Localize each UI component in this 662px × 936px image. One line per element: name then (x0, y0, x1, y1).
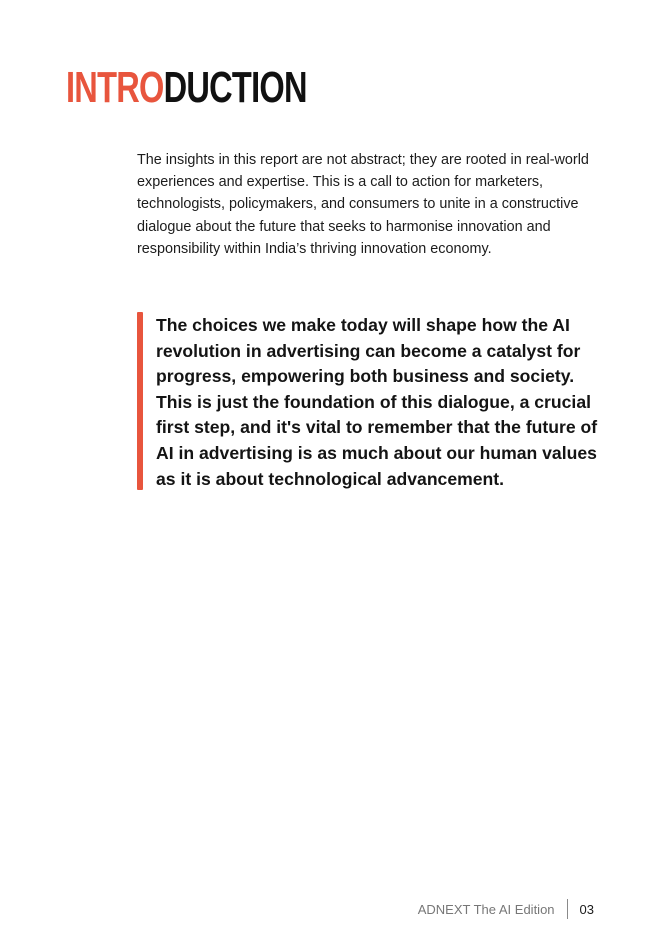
footer-divider (567, 899, 568, 919)
footer-page-number: 03 (579, 901, 594, 917)
intro-paragraph: The insights in this report are not abstract; they are rooted in real-world experiences and expertise. This is a call to action for marketers, technologists, policymakers, and consumers to unite in a constructive dialogue about the future that seeks to harmonise innovation and responsibility within India’s thriving innovation economy. (137, 152, 589, 257)
pull-quote (137, 312, 603, 490)
quote-accent-bar (137, 312, 143, 490)
page-title (66, 62, 307, 114)
footer-publication-name: ADNEXT The AI Edition (417, 901, 555, 917)
page-title-accent: INTRO (66, 63, 164, 112)
page-title-rest: DUCTION (163, 63, 307, 112)
quote-text: The choices we make today will shape how the AI revolution in advertising can become a catalyst for progress, empowering both business and society. This is just the foundation of this dialogue, a crucial first step, and it's vital to remember that the future of AI in advertising is as much about our human values as it is about technological advancement. (156, 315, 598, 489)
page-footer (418, 898, 594, 920)
